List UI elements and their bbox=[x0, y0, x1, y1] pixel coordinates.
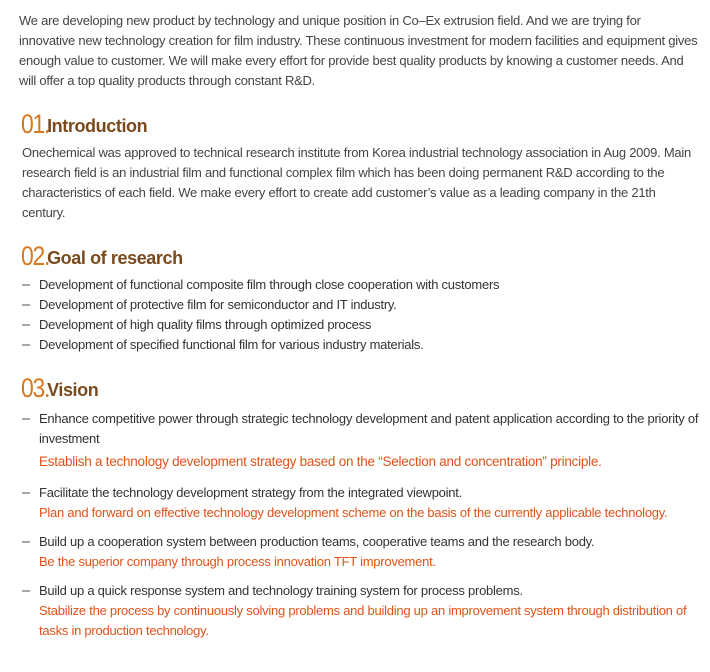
section-title: Goal of research bbox=[47, 248, 183, 268]
section-number: 02 bbox=[21, 241, 44, 271]
section-heading-introduction bbox=[21, 111, 147, 137]
dash-bullet-icon bbox=[22, 418, 30, 420]
vision-list bbox=[21, 409, 701, 650]
section-heading-goal-of-research bbox=[21, 243, 183, 269]
goal-text: Development of protective film for semiconductor and IT industry. bbox=[39, 297, 397, 312]
dash-bullet-icon bbox=[22, 344, 30, 346]
introduction-paragraph: Onechemical was approved to technical research institute from Korea industrial technology association in Aug 2009. Main research field is an industrial film and functional complex film which has been doing permanent R&D according to the characteristics of each field. We make every effort to create add customer’s value as a leading company in the 21th century. bbox=[22, 145, 692, 220]
section-number-dot: . bbox=[44, 241, 50, 271]
vision-list-item bbox=[21, 532, 701, 572]
goal-list-item bbox=[21, 275, 701, 295]
goal-list-item bbox=[21, 335, 701, 355]
section-number: 01 bbox=[21, 109, 44, 139]
dash-bullet-icon bbox=[22, 492, 30, 494]
vision-list-item bbox=[21, 483, 701, 523]
vision-main-text: Build up a cooperation system between production teams, cooperative teams and the research body. bbox=[39, 534, 595, 549]
section-title: Introduction bbox=[47, 116, 148, 136]
goal-text: Development of functional composite film through close cooperation with customers bbox=[39, 277, 500, 292]
vision-main-text: Facilitate the technology development strategy from the integrated viewpoint. bbox=[39, 485, 462, 500]
vision-list-item bbox=[21, 581, 701, 641]
vision-list-item bbox=[21, 409, 701, 472]
goal-list bbox=[21, 275, 701, 355]
goal-text: Development of specified functional film for various industry materials. bbox=[39, 337, 424, 352]
vision-sub-text: Stabilize the process by continuously solving problems and building up an improvement system through distribution of tasks in production technology. bbox=[39, 603, 687, 638]
vision-sub-text: Be the superior company through process innovation TFT improvement. bbox=[39, 554, 436, 569]
section-number: 03 bbox=[21, 373, 44, 403]
goal-text: Development of high quality films through optimized process bbox=[39, 317, 372, 332]
dash-bullet-icon bbox=[22, 324, 30, 326]
intro-paragraph: We are developing new product by technology and unique position in Co–Ex extrusion field. And we are trying for innovative new technology creation for film industry. These continuous investment for modern facilities and equipment gives enough value to customer. We will make every effort for provide best quality products by knowing a customer needs. And will offer a top quality products through constant R&D. bbox=[19, 13, 698, 88]
vision-main-text: Build up a quick response system and technology training system for process problems. bbox=[39, 583, 523, 598]
goal-list-item bbox=[21, 315, 701, 335]
section-number-dot: . bbox=[44, 373, 50, 403]
dash-bullet-icon bbox=[22, 284, 30, 286]
goal-list-item bbox=[21, 295, 701, 315]
dash-bullet-icon bbox=[22, 590, 30, 592]
vision-sub-text: Establish a technology development strategy based on the “Selection and concentration” principle. bbox=[39, 454, 602, 469]
section-heading-vision bbox=[21, 375, 98, 401]
section-title: Vision bbox=[47, 380, 99, 400]
section-number-dot: . bbox=[44, 109, 50, 139]
vision-main-text: Enhance competitive power through strategic technology development and patent application according to the priority of investment bbox=[39, 411, 699, 446]
dash-bullet-icon bbox=[22, 304, 30, 306]
dash-bullet-icon bbox=[22, 541, 30, 543]
vision-sub-text: Plan and forward on effective technology development scheme on the basis of the currently applicable technology. bbox=[39, 505, 668, 520]
